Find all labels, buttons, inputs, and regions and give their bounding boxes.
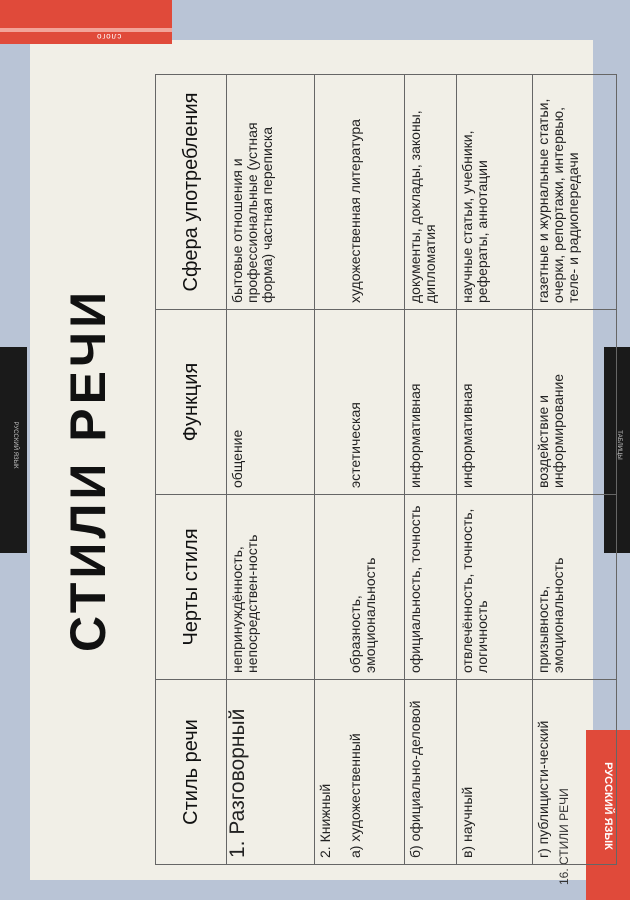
header-stripe	[0, 28, 172, 32]
style-features	[315, 495, 345, 680]
table-row	[457, 75, 533, 865]
style-name: в) научный	[457, 680, 533, 865]
table-row	[405, 75, 457, 865]
table-row	[345, 75, 405, 865]
style-name: г) публицисти-ческий	[533, 680, 617, 865]
style-sphere: бытовые отношения и профессиональные (устная форма) частная переписка	[227, 75, 315, 310]
style-function: эстетическая	[345, 310, 405, 495]
header-tiny-label: слого	[96, 32, 122, 41]
side-label-right: ТАБЛИЦЫ	[616, 430, 622, 460]
style-features: отвлечённость, точность, логичность	[457, 495, 533, 680]
column-header: Черты стиля	[156, 495, 227, 680]
column-header: Сфера употребления	[156, 75, 227, 310]
style-features: официальность, точность	[405, 495, 457, 680]
style-name: б) официально-деловой	[405, 680, 457, 865]
side-bar-left	[0, 347, 27, 553]
page-title: СТИЛИ РЕЧИ	[60, 287, 116, 653]
style-sphere: художественная литература	[345, 75, 405, 310]
brand-label: РУССКИЙ ЯЗЫК	[602, 762, 614, 850]
side-label-left: РУССКИЙ ЯЗЫК	[12, 421, 18, 469]
style-sphere: газетные и журнальные статьи, очерки, репортажи, интервью, теле- и радиопередачи	[533, 75, 617, 310]
style-function: общение	[227, 310, 315, 495]
style-features: образность, эмоциональность	[345, 495, 405, 680]
style-features: призывность, эмоциональность	[533, 495, 617, 680]
column-header: Стиль речи	[156, 680, 227, 865]
table-header-row	[156, 75, 227, 865]
style-sphere: документы, доклады, законы, дипломатия	[405, 75, 457, 310]
table-row	[227, 75, 315, 865]
table-row	[533, 75, 617, 865]
style-function: воздействие и информирование	[533, 310, 617, 495]
column-header: Функция	[156, 310, 227, 495]
style-name: 1. Разговорный	[227, 680, 315, 865]
style-sphere	[315, 75, 345, 310]
table-row	[315, 75, 345, 865]
style-sphere: научные статьи, учебники, рефераты, аннотации	[457, 75, 533, 310]
style-features: непринуждённость, непосредствен-ность	[227, 495, 315, 680]
style-function: информативная	[457, 310, 533, 495]
styles-table	[155, 74, 617, 865]
style-function: информативная	[405, 310, 457, 495]
rotated-poster	[55, 55, 585, 885]
style-function	[315, 310, 345, 495]
style-name: 2. Книжный	[315, 680, 345, 865]
header-strip	[0, 0, 172, 44]
page-label: 16. СТИЛИ РЕЧИ	[557, 788, 571, 885]
style-name: а) художественный	[345, 680, 405, 865]
